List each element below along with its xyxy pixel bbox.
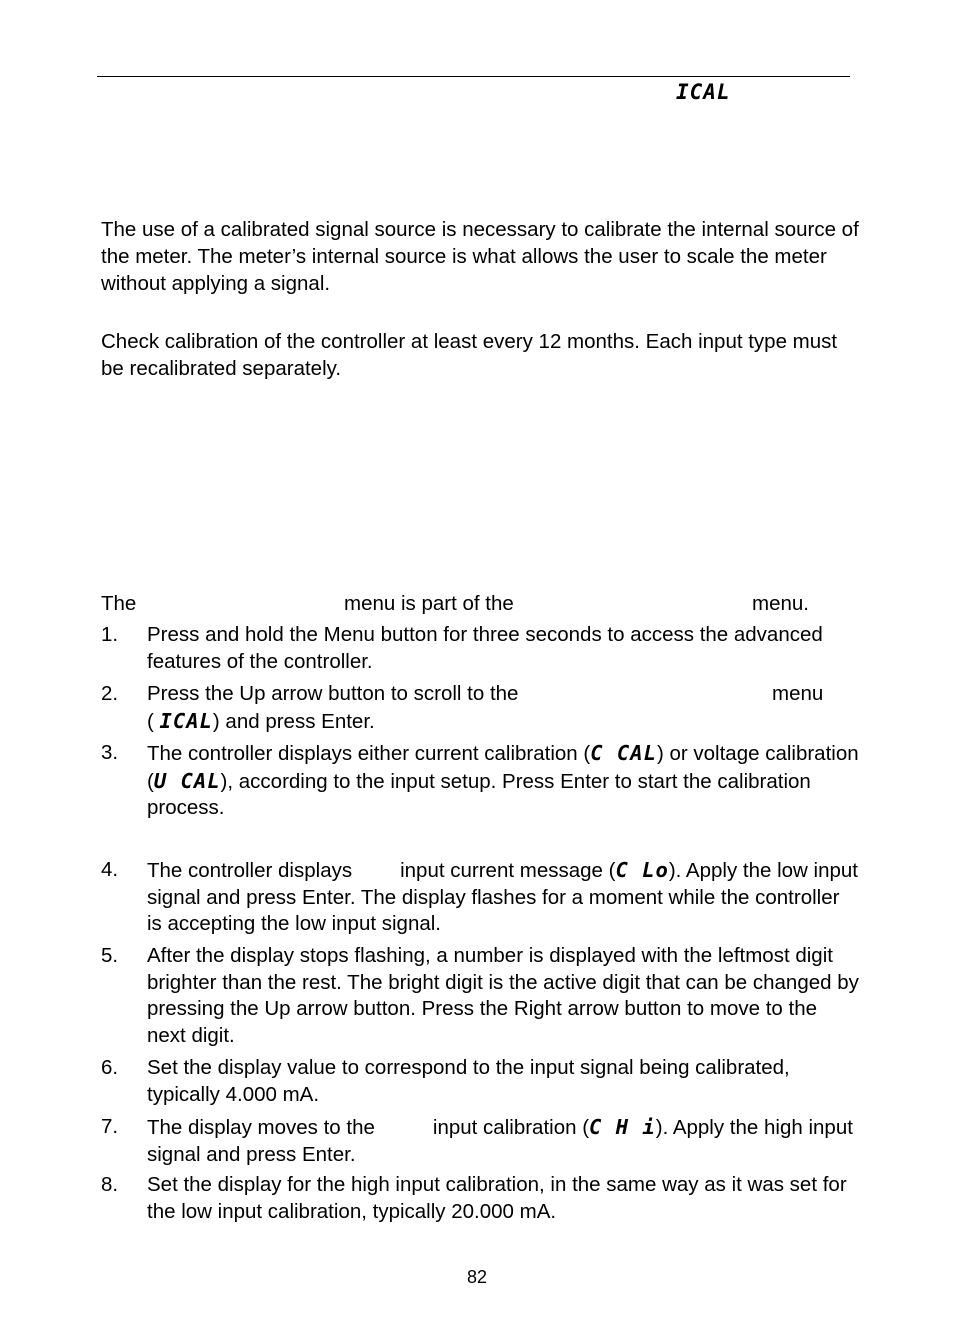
- step-7-text-c: ). Apply the high input signal and press Enter.: [147, 1116, 853, 1166]
- lcd-code-ical: ICAL: [159, 708, 213, 733]
- step-2-text-d: ) and press Enter.: [212, 709, 375, 733]
- lcd-code-c-cal: C CAL: [590, 741, 657, 765]
- header-lcd-code: ICAL: [676, 80, 731, 104]
- step-text: [147, 740, 859, 822]
- lcd-code-c-lo: C Lo: [615, 858, 669, 882]
- step-number: 8.: [101, 1173, 119, 1196]
- step-4-text-c: ). Apply the low input signal and press Enter. The display flashes for a moment while the controller is accepting the low input signal.: [147, 859, 858, 935]
- step-4-text-b: input current message (: [400, 859, 616, 882]
- step-number: 2.: [101, 682, 119, 705]
- step-text: Set the display value to correspond to the input signal being calibrated, typically 4.000 mA.: [147, 1056, 790, 1106]
- lcd-code-c-hi: C H i: [589, 1115, 656, 1139]
- lcd-code-u-cal: U CAL: [153, 768, 221, 793]
- step-2-text-b: menu: [772, 682, 824, 705]
- step-4-text-a: The controller displays: [147, 859, 353, 882]
- step-2-text-c: (: [147, 709, 154, 733]
- step-7-text-a: The display moves to the: [147, 1116, 375, 1139]
- step-7-text-b: input calibration (: [432, 1116, 590, 1139]
- page-number: 82: [466, 1267, 488, 1287]
- step-text: [147, 857, 859, 938]
- intro-text-1: The: [101, 592, 137, 615]
- paragraph-check-calibration: Check calibration of the controller at least every 12 months. Each input type must be recalibrated separately.: [101, 330, 838, 380]
- step-number: 3.: [101, 741, 119, 764]
- intro-text-3: menu.: [752, 592, 809, 615]
- intro-text-2: menu is part of the: [344, 592, 514, 615]
- step-text: Set the display for the high input calibration, in the same way as it was set for the low input calibration, typically 20.000 mA.: [147, 1173, 847, 1223]
- step-3-text-b: ) or voltage calibration (: [147, 742, 859, 793]
- step-number: 4.: [101, 858, 119, 881]
- step-number: 5.: [101, 944, 119, 967]
- step-2-text-a: Press the Up arrow button to scroll to the: [147, 682, 519, 705]
- step-text: Press and hold the Menu button for three seconds to access the advanced features of the controller.: [147, 623, 823, 673]
- step-number: 7.: [101, 1115, 119, 1138]
- step-number: 6.: [101, 1056, 119, 1079]
- step-3-text-c: ), according to the input setup. Press Enter to start the calibration process.: [147, 769, 811, 819]
- step-3-text-a: The controller displays either current calibration (: [147, 742, 591, 765]
- step-number: 1.: [101, 623, 119, 646]
- step-text: After the display stops flashing, a number is displayed with the leftmost digit brighter than the rest. The bright digit is the active digit that can be changed by pressing the Up arrow button. Press the Right arrow button to move to the next digit.: [147, 944, 859, 1047]
- paragraph-calibration-source: The use of a calibrated signal source is necessary to calibrate the internal source of the meter. The meter’s internal source is what allows the user to scale the meter without applying a signal.: [101, 218, 859, 295]
- menu-intro-line: [101, 590, 861, 617]
- step-text: [147, 1114, 859, 1168]
- header-rule: [97, 76, 850, 77]
- step-text: [147, 681, 859, 735]
